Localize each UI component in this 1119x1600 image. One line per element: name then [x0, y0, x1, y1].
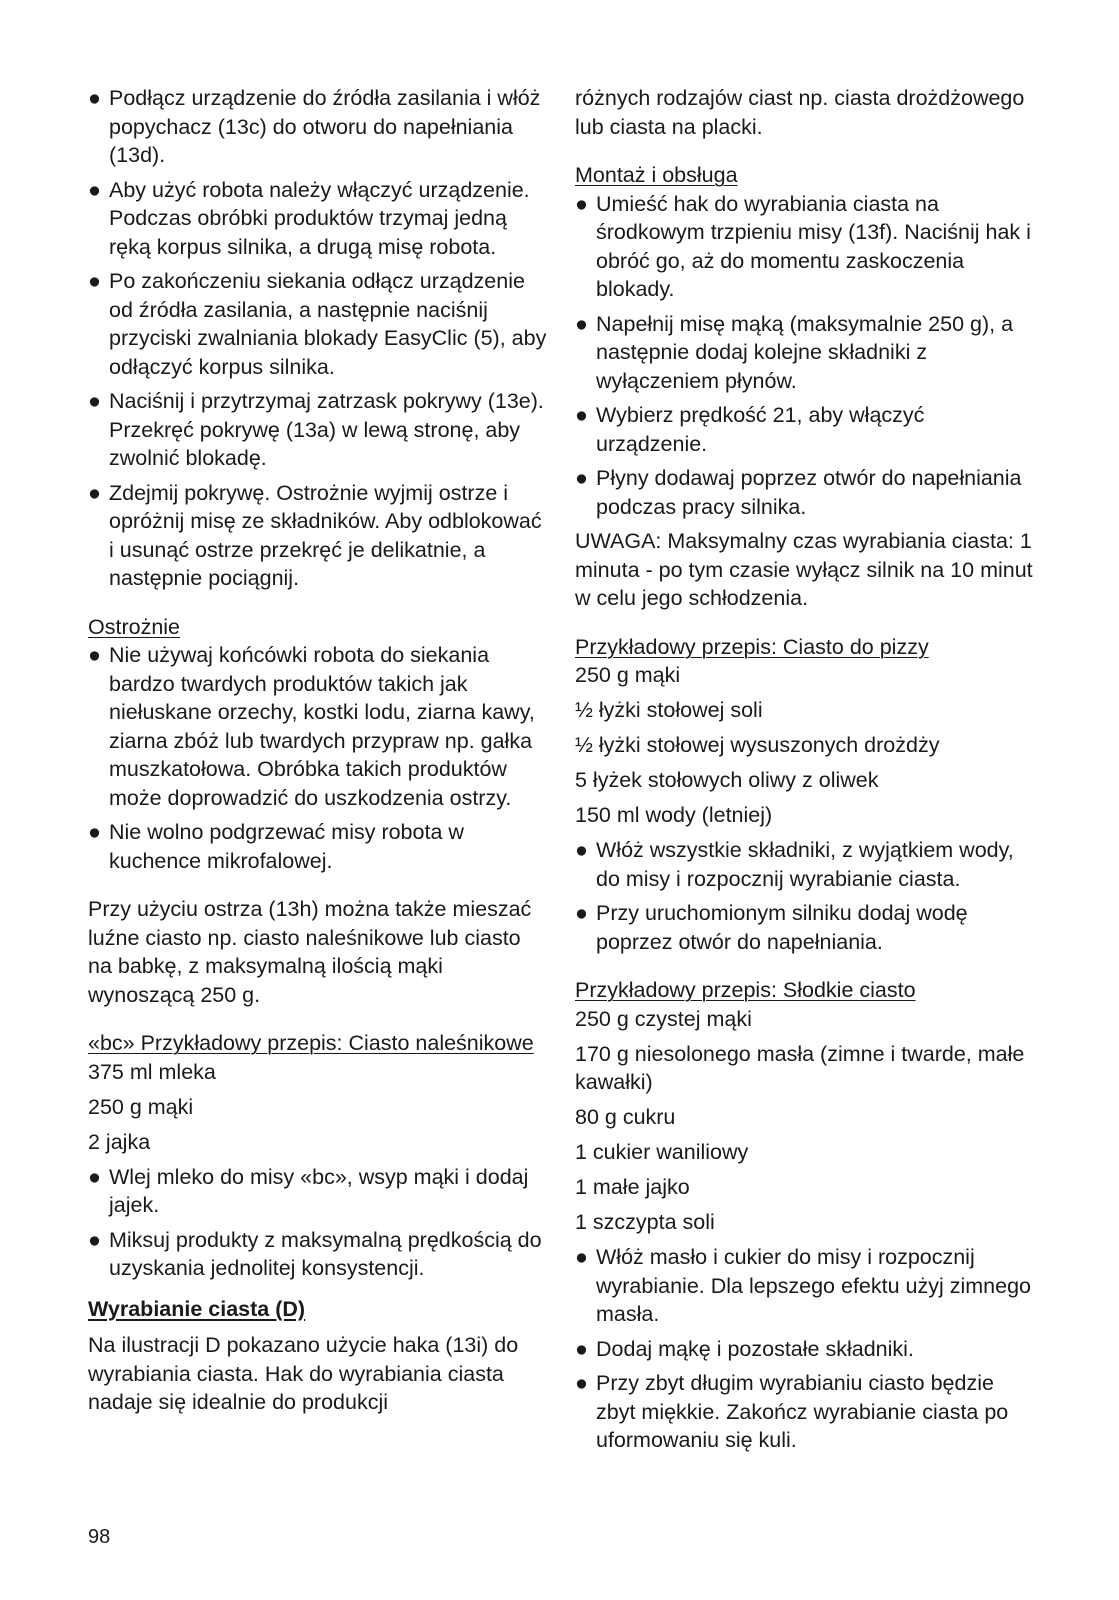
- right-column: [575, 84, 1035, 1461]
- list-item: [575, 1243, 1035, 1329]
- list-item: [88, 641, 550, 812]
- note-paragraph: UWAGA: Maksymalny czas wyrabiania ciasta: 1 minuta - po tym czasie wyłącz silnik na 10 minut w celu jego schłodzenia.: [575, 529, 1033, 610]
- pancake-recipe-heading: «bc» Przykładowy przepis: Ciasto naleśnikowe: [88, 1031, 534, 1055]
- continued-paragraph: różnych rodzajów ciast np. ciasta drożdżowego lub ciasta na placki.: [575, 86, 1025, 139]
- assembly-heading: Montaż i obsługa: [575, 163, 738, 187]
- bullet-icon: ●: [88, 389, 101, 413]
- bullet-icon: ●: [88, 643, 101, 667]
- bullet-icon: ●: [88, 820, 101, 844]
- list-item-text: Aby użyć robota należy włączyć urządzenie. Podczas obróbki produktów trzymaj jedną ręką korpus silnika, a drugą misę robota.: [109, 177, 530, 259]
- ingredient: 375 ml mleka: [88, 1059, 216, 1084]
- list-item: [88, 479, 550, 593]
- ingredient: 250 g mąki: [575, 663, 681, 687]
- ingredient: 5 łyżek stołowych oliwy z oliwek: [575, 768, 879, 792]
- list-item: [575, 836, 1035, 893]
- bullet-icon: ●: [575, 1336, 588, 1361]
- bullet-icon: ●: [88, 269, 101, 293]
- bullet-icon: ●: [88, 177, 101, 202]
- list-item: [575, 310, 1035, 396]
- bullet-icon: ●: [575, 901, 588, 925]
- list-item: [88, 1226, 550, 1283]
- ingredient: 1 cukier waniliowy: [575, 1140, 749, 1164]
- list-item: [88, 176, 550, 262]
- list-item-text: Przy uruchomionym silniku dodaj wodę poprzez otwór do napełniania.: [596, 901, 968, 954]
- list-item-text: Włóż wszystkie składniki, z wyjątkiem wody, do misy i rozpocznij wyrabianie ciasta.: [596, 838, 1014, 891]
- section-heading: Wyrabianie ciasta (D): [88, 1296, 306, 1321]
- list-item-text: Płyny dodawaj poprzez otwór do napełniania podczas pracy silnika.: [596, 466, 1022, 519]
- ingredient: 1 szczypta soli: [575, 1210, 715, 1234]
- bullet-icon: ●: [575, 466, 588, 490]
- ingredient: 80 g cukru: [575, 1105, 676, 1129]
- list-item: [575, 190, 1035, 304]
- ingredient: 250 g mąki: [88, 1094, 194, 1119]
- list-item-text: Nie używaj końcówki robota do siekania bardzo twardych produktów takich jak niełuskane orzechy, kostki lodu, ziarna kawy, ziarna zbóż lub twardych przypraw np. gałka muszkatołowa. Obróbka takich produktów może doprowadzić do uszkodzenia ostrzy.: [109, 643, 535, 810]
- list-item-text: Miksuj produkty z maksymalną prędkością do uzyskania jednolitej konsystencji.: [109, 1227, 542, 1280]
- bullet-icon: ●: [575, 191, 588, 216]
- list-item: [88, 267, 550, 381]
- list-item-text: Napełnij misę mąką (maksymalnie 250 g), a następnie dodaj kolejne składniki z wyłączeniem płynów.: [596, 311, 1014, 393]
- list-item-text: Wlej mleko do misy «bc», wsyp mąki i dodaj jajek.: [109, 1164, 529, 1217]
- bullet-icon: ●: [88, 480, 101, 505]
- ingredient: 150 ml wody (letniej): [575, 803, 773, 827]
- list-item-text: Naciśnij i przytrzymaj zatrzask pokrywy (13e). Przekręć pokrywę (13a) w lewą stronę, aby zwolnić blokadę.: [109, 389, 544, 470]
- ingredient: 170 g niesolonego masła (zimne i twarde, małe kawałki): [575, 1041, 1025, 1094]
- bullet-icon: ●: [575, 403, 588, 427]
- list-item-text: Zdejmij pokrywę. Ostrożnie wyjmij ostrze i opróżnij misę ze składników. Aby odblokować i usunąć ostrze przekręć je delikatnie, a następnie pociągnij.: [109, 480, 542, 590]
- list-item-text: Przy zbyt długim wyrabianiu ciasto będzie zbyt miękkie. Zakończ wyrabianie ciasta po uformowaniu się kuli.: [596, 1371, 1009, 1452]
- list-item-text: Umieść hak do wyrabiania ciasta na środkowym trzpieniu misy (13f). Naciśnij hak i obróć go, aż do momentu zaskoczenia blokady.: [596, 191, 1031, 301]
- ingredient: 250 g czystej mąki: [575, 1006, 752, 1031]
- ingredient: 1 małe jajko: [575, 1175, 690, 1199]
- list-item-text: Włóż masło i cukier do misy i rozpocznij wyrabianie. Dla lepszego efektu użyj zimnego masła.: [596, 1245, 1032, 1326]
- left-column: [88, 84, 550, 1423]
- bullet-icon: ●: [575, 1245, 588, 1269]
- list-item-text: Dodaj mąkę i pozostałe składniki.: [596, 1336, 914, 1361]
- list-item-text: Podłącz urządzenie do źródła zasilania i włóż popychacz (13c) do otworu do napełniania (13d).: [109, 86, 541, 167]
- section-paragraph: Na ilustracji D pokazano użycie haka (13i) do wyrabiania ciasta. Hak do wyrabiania ciasta nadaje się idealnie do produkcji: [88, 1333, 519, 1414]
- bullet-icon: ●: [575, 1371, 588, 1395]
- bullet-icon: ●: [88, 1164, 101, 1189]
- bullet-icon: ●: [575, 838, 588, 862]
- list-item-text: Po zakończeniu siekania odłącz urządzenie od źródła zasilania, a następnie naciśnij przyciski zwalniania blokady EasyClic (5), aby odłączyć korpus silnika.: [109, 269, 547, 379]
- list-item: [575, 464, 1035, 521]
- bullet-icon: ●: [88, 1227, 101, 1252]
- ingredient: 2 jajka: [88, 1129, 151, 1154]
- list-item: [575, 1335, 1035, 1364]
- caution-heading: Ostrożnie: [88, 614, 181, 639]
- bullet-icon: ●: [575, 311, 588, 336]
- list-item: [88, 1163, 550, 1220]
- list-item-text: Wybierz prędkość 21, aby włączyć urządzenie.: [596, 403, 925, 456]
- list-item: [575, 401, 1035, 458]
- list-item: [88, 387, 550, 473]
- list-item: [575, 1369, 1035, 1455]
- sweet-recipe-heading: Przykładowy przepis: Słodkie ciasto: [575, 978, 916, 1002]
- list-item: [575, 899, 1035, 956]
- list-item: [88, 818, 550, 875]
- list-item-text: Nie wolno podgrzewać misy robota w kuchence mikrofalowej.: [109, 820, 464, 873]
- ingredient: ½ łyżki stołowej soli: [575, 698, 763, 722]
- pizza-recipe-heading: Przykładowy przepis: Ciasto do pizzy: [575, 634, 929, 659]
- list-item: [88, 84, 550, 170]
- bullet-icon: ●: [88, 86, 101, 110]
- page-number: 98: [88, 1526, 111, 1548]
- ingredient: ½ łyżki stołowej wysuszonych drożdży: [575, 733, 940, 757]
- blade-paragraph: Przy użyciu ostrza (13h) można także mieszać luźne ciasto np. ciasto naleśnikowe lub ciasto na babkę, z maksymalną ilością mąki wynoszącą 250 g.: [88, 897, 532, 1007]
